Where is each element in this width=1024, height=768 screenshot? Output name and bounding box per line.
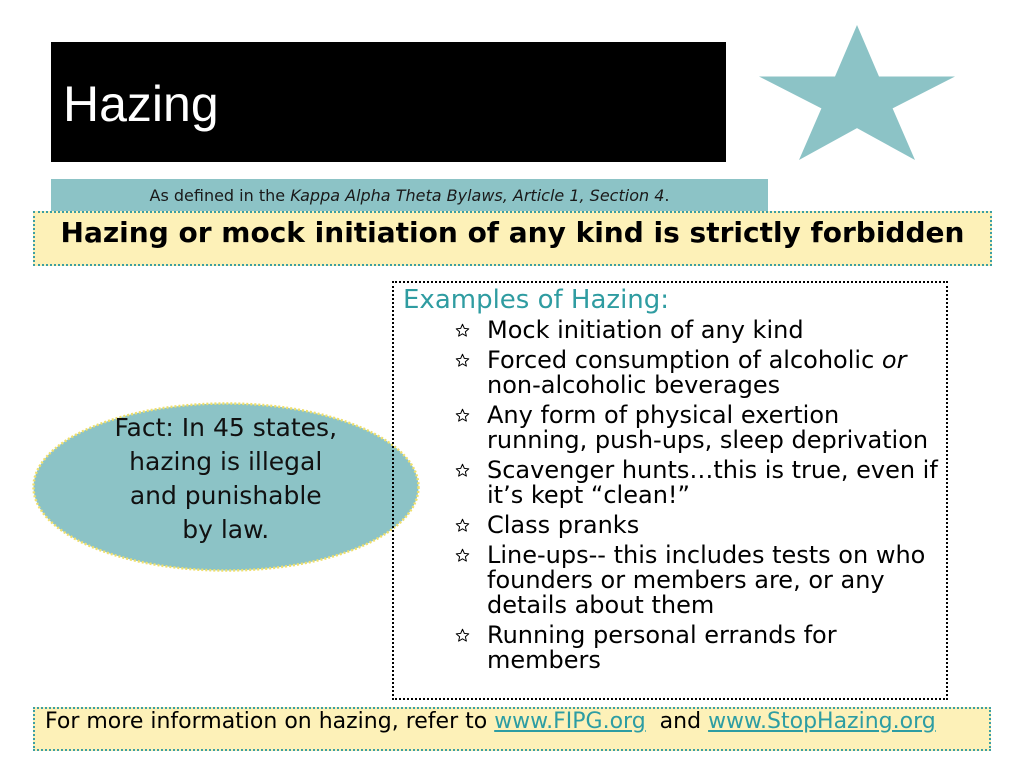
source-note-citation: Kappa Alpha Theta Bylaws, Article 1, Section 4 [290,186,665,205]
fipg-link[interactable]: www.FIPG.org [494,709,646,734]
title-bar [51,42,726,162]
slide-title: Hazing [63,76,219,132]
star-icon [755,20,960,165]
list-item [394,540,943,619]
star-bullet-icon [455,548,470,563]
list-item-text: non-alcoholic beverages [487,370,781,399]
list-item [394,620,943,674]
source-note [51,179,768,213]
footer-prefix: For more information on hazing, refer to [45,709,495,734]
source-note-suffix: . [664,186,670,205]
list-item [394,455,943,509]
statement-box [33,211,992,266]
footer-joiner: and [645,709,709,734]
star-bullet-icon [455,518,470,533]
list-item-text: Line-ups-- this includes tests on who founders or members are, or any details about them [487,540,926,619]
list-item [394,315,943,344]
examples-list [394,315,946,674]
list-item-text: Class pranks [487,510,640,539]
examples-box [392,281,948,700]
stophazing-link[interactable]: www.StopHazing.org [708,709,936,734]
star-bullet-icon [455,353,470,368]
list-item-text: Forced consumption of alcoholic [487,345,882,374]
list-item [394,510,943,539]
list-item [394,400,943,454]
list-item-text: Scavenger hunts…this is true, even if it’s kept “clean!” [487,455,938,509]
star-bullet-icon [455,408,470,423]
star-bullet-icon [455,628,470,643]
list-item-text: Running personal errands for members [487,620,837,674]
list-item-text: Any form of physical exertion running, push-ups, sleep deprivation [487,400,929,454]
list-item-text: Mock initiation of any kind [487,315,804,344]
source-note-prefix: As defined in the [149,186,291,205]
fact-text: Fact: In 45 states, hazing is illegal and punishable by law. [114,413,338,544]
star-bullet-icon [455,323,470,338]
list-item-emphasis: or [881,345,907,374]
star-bullet-icon [455,463,470,478]
statement-text: Hazing or mock initiation of any kind is strictly forbidden [60,216,965,249]
footer-note [33,707,991,751]
list-item [394,345,943,399]
examples-heading: Examples of Hazing: [403,285,670,315]
